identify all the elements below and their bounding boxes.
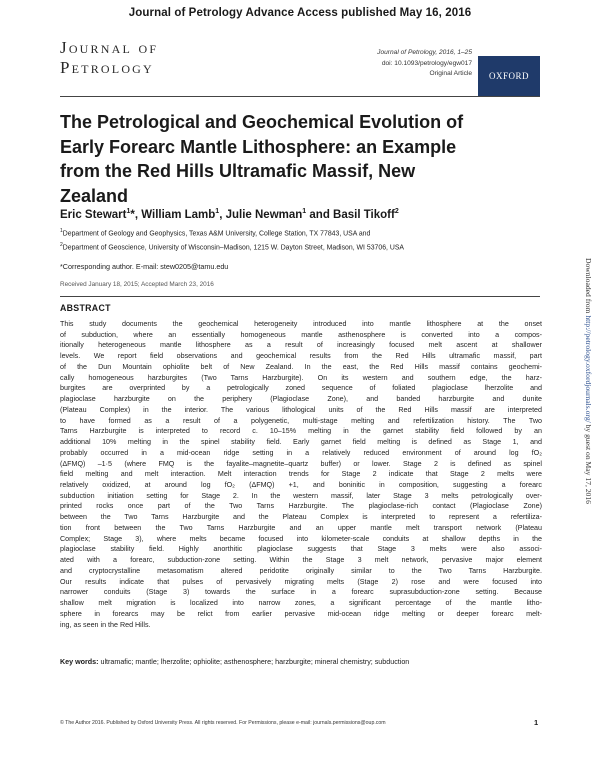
author[interactable]: Julie Newman$^1$: [225, 208, 307, 221]
oxford-logo-text: OXFORD: [488, 71, 529, 81]
abstract-line: ing, as seen in the Red Hills.: [60, 620, 151, 629]
advance-access-banner: Journal of Petrology Advance Access published May 16, 2016: [128, 7, 472, 19]
abstract-line: (ΔFMQ) –1·5 (where FMQ is the fayalite–magnetite–quartz buffer) or lower. Stage 2 is defined as spinel: [60, 459, 542, 468]
oxford-logo: [478, 56, 540, 96]
copyright: © The Author 2016. Published by Oxford University Press. All rights reserved. For Permissions, please e-mail: journals.permissions@oup.com: [60, 720, 386, 726]
abstract-line: narrower conduits (Stage 3) towards the surface in a forearc suprasubduction-zone setting. Because: [60, 588, 542, 597]
abstract-line: to have formed as a result of a polygenetic, multi-stage melting and refertilization history. The Two: [60, 416, 542, 425]
abstract-line: additional 10% melting in the spinel stability field. Early garnet field melting is defined as Stage 1, and: [60, 438, 542, 447]
abstract-line: of the Dun Mountain ophiolite belt of New Zealand. In the east, the Red Hills massif contains geochemi-: [60, 362, 542, 371]
received-dates: Received January 18, 2015; Accepted March 23, 2016: [60, 281, 214, 288]
download-notice: Downloaded from http://petrology.oxfordjournals.org/ by guest on May 17, 2016: [584, 258, 593, 504]
abstract-line: burgites are overprinted by a petrologically zoned sequence of foliated plagioclase lherzolite and: [60, 384, 542, 393]
abstract-line: Our results indicate that pulses of pervasively migrating melts (Stage 2) rose and were focused into: [60, 577, 542, 586]
article-meta: [300, 48, 472, 80]
journal-name-line2: Petrology: [60, 58, 154, 77]
keywords: [60, 657, 540, 668]
abstract-rule: [60, 296, 540, 297]
keywords-text: ultramafic; mantle; lherzolite; ophiolite; asthenosphere; harzburgite; mineral chemistry; subduction: [98, 658, 410, 666]
abstract-line: subduction initiation setting for Stage 2. In the western massif, later Stage 3 melts petrologically over-: [60, 491, 542, 500]
article-title: The Petrological and Geochemical Evolution of Early Forearc Mantle Lithosphere: an Example from the Red Hills Ultramafic Massif, New Zealand: [60, 112, 464, 206]
abstract-line: of subduction, where an essentially homogeneous mantle asthenosphere is converted into a compos-: [60, 330, 542, 339]
abstract-line: and cryptocrystalline metasomatism altered peridotite originally similar to the Two Tarns Harzburgite.: [60, 566, 542, 575]
journal-name-line1: Journal of: [60, 38, 159, 57]
abstract-line: sphere in forearcs may be relict from earlier pervasive mid-ocean ridge melting or deeper forearc melt-: [60, 609, 542, 618]
abstract-line: shallow melt migration is localized into narrow zones, a significant percentage of the mantle litho-: [60, 599, 542, 608]
abstract-line: field melting and melt interaction. Melt interaction trends for Stage 2 indicate that Stage 2 melts were: [60, 470, 542, 479]
abstract-line: probably occurred in a mid-ocean ridge setting in a relatively reduced environment of around log fO₂: [60, 448, 542, 457]
abstract-line: cally homogeneous harzburgites (Two Tarns Harzburgite). On its western and southern edge, the harz-: [60, 373, 542, 382]
abstract-line: plagioclase stability field. Highly anorthitic plagioclase suggests that Stage 3 melts were also associ-: [60, 545, 542, 554]
abstract-line: (Plateau Complex) in the interior. The various lithological units of the Red Hills massif are interpreted: [60, 405, 542, 414]
abstract-body: [60, 319, 542, 630]
doi[interactable]: doi: 10.1093/petrology/egw017: [381, 59, 472, 67]
affiliations: [60, 226, 540, 254]
abstract-line: ated with a forearc, subduction-zone setting. Within the Stage 3 melt network, pervasive major element: [60, 556, 542, 565]
author-list: Eric Stewart$^1$*, William Lamb$^1$, Julie Newman$^1$ and Basil Tikoff$^2$: [60, 208, 399, 221]
download-link[interactable]: http://petrology.oxfordjournals.org/: [584, 315, 593, 423]
journal-name: [60, 38, 240, 78]
abstract-line: This study documents the geochemical heterogeneity introduced into mantle lithosphere at the onset: [60, 320, 542, 328]
abstract-line: Tarns Harzburgite is interpreted to record c. 10–15% melting in the garnet stability field followed by an: [60, 427, 542, 436]
abstract-line: levels. We report field observations and geochemical results from the Red Hills ultramafic massif, part: [60, 352, 542, 361]
abstract-line: plagioclase harzburgite on the periphery (Plagioclase Zone), and banded harzburgite and dunite: [60, 395, 542, 404]
header-rule: [60, 96, 540, 97]
affiliation: $^2$Department of Geoscience, University of Wisconsin–Madison, 1215 W. Dayton Street, Madison, WI 53706, USA: [60, 241, 405, 252]
abstract-line: printed rocks once part of the Two Tarns Harzburgite. The plagioclase-rich contact (Plagioclase Zone): [60, 502, 542, 511]
abstract-line: between the Two Tarns Harzburgite and the Plateau Complex is interpreted to represent a refertiliza-: [60, 513, 542, 522]
abstract-line: itionally heterogeneous mantle lithosphere as a result of increasingly focused melt ascent at shallower: [60, 341, 542, 350]
page-number: 1: [534, 718, 539, 727]
abstract-line: Complex; Stage 3), where melts became focused into kilometer-scale conduits at shallow depths in the: [60, 534, 542, 543]
keywords-label: Key words:: [60, 658, 99, 666]
affiliation: $^1$Department of Geology and Geophysics, Texas A&M University, College Station, TX 77843, USA and: [60, 228, 371, 238]
author[interactable]: Eric Stewart$^1$: [60, 208, 131, 221]
author[interactable]: Basil Tikoff$^2$: [333, 208, 399, 221]
article-type: Original Article: [429, 70, 472, 78]
abstract-heading: ABSTRACT: [60, 303, 111, 313]
author[interactable]: William Lamb$^1$: [141, 208, 220, 221]
citation: Journal of Petrology, 2016, 1–25: [377, 49, 472, 56]
abstract-line: tion front between the Two Tarns Harzburgite and an upper mantle melt transport network (Plateau: [60, 523, 542, 532]
corresponding-author: *Corresponding author. E-mail: stew0205@tamu.edu: [60, 262, 229, 271]
abstract-line: relatively oxidized, at around log fO₂ (ΔFMQ) +1, and boninitic in composition, suggesting a forearc: [60, 481, 542, 490]
